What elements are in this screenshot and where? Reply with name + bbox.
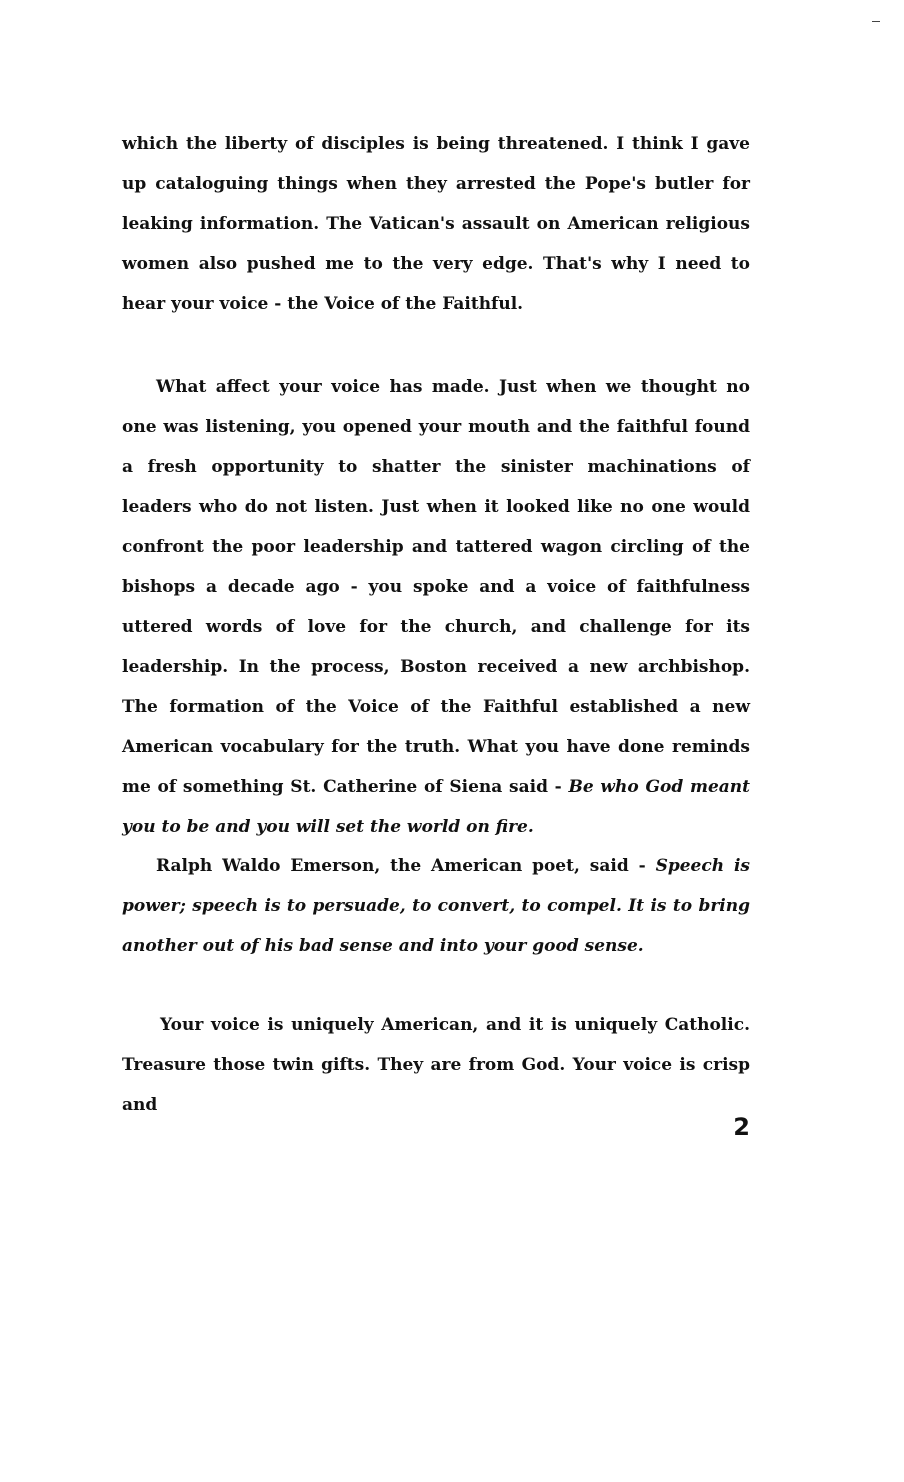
paragraph-text: Your voice is uniquely American, and it is uniquely Catholic. Treasure those twin gifts. They are from God. Your voice is crisp and (122, 1015, 750, 1115)
paragraph-3 (122, 846, 750, 966)
paragraph-4 (122, 1005, 750, 1125)
italic-quote-text: Speech is power; speech is to persuade, to convert, to compel. It is to bring another out of his bad sense and into your good sense. (122, 856, 750, 956)
italic-quote-text: Be who God meant you to be and you will set the world on fire. (122, 777, 750, 837)
page-number: 2 (733, 1113, 750, 1141)
paragraph-1 (122, 124, 750, 324)
paragraph-2 (122, 367, 750, 847)
scan-mark (872, 21, 880, 22)
paragraph-text: What affect your voice has made. Just when we thought no one was listening, you opened your mouth and the faithful found a fresh opportunity to shatter the sinister machinations of leaders who do not listen. Just when it looked like no one would confront the poor leadership and tattered wagon circling of the bishops a decade ago - you spoke and a voice of faithfulness uttered words of love for the church, and challenge for its leadership. In the process, Boston received a new archbishop. The formation of the Voice of the Faithful established a new American vocabulary for the truth. What you have done reminds me of something St. Catherine of Siena said - (122, 377, 750, 797)
paragraph-text: which the liberty of disciples is being threatened. I think I gave up cataloguing things when they arrested the Pope's butler for leaking information. The Vatican's assault on American religious women also pushed me to the very edge. That's why I need to hear your voice - the Voice of the Faithful. (122, 134, 750, 314)
paragraph-text: Ralph Waldo Emerson, the American poet, said - (156, 856, 656, 876)
